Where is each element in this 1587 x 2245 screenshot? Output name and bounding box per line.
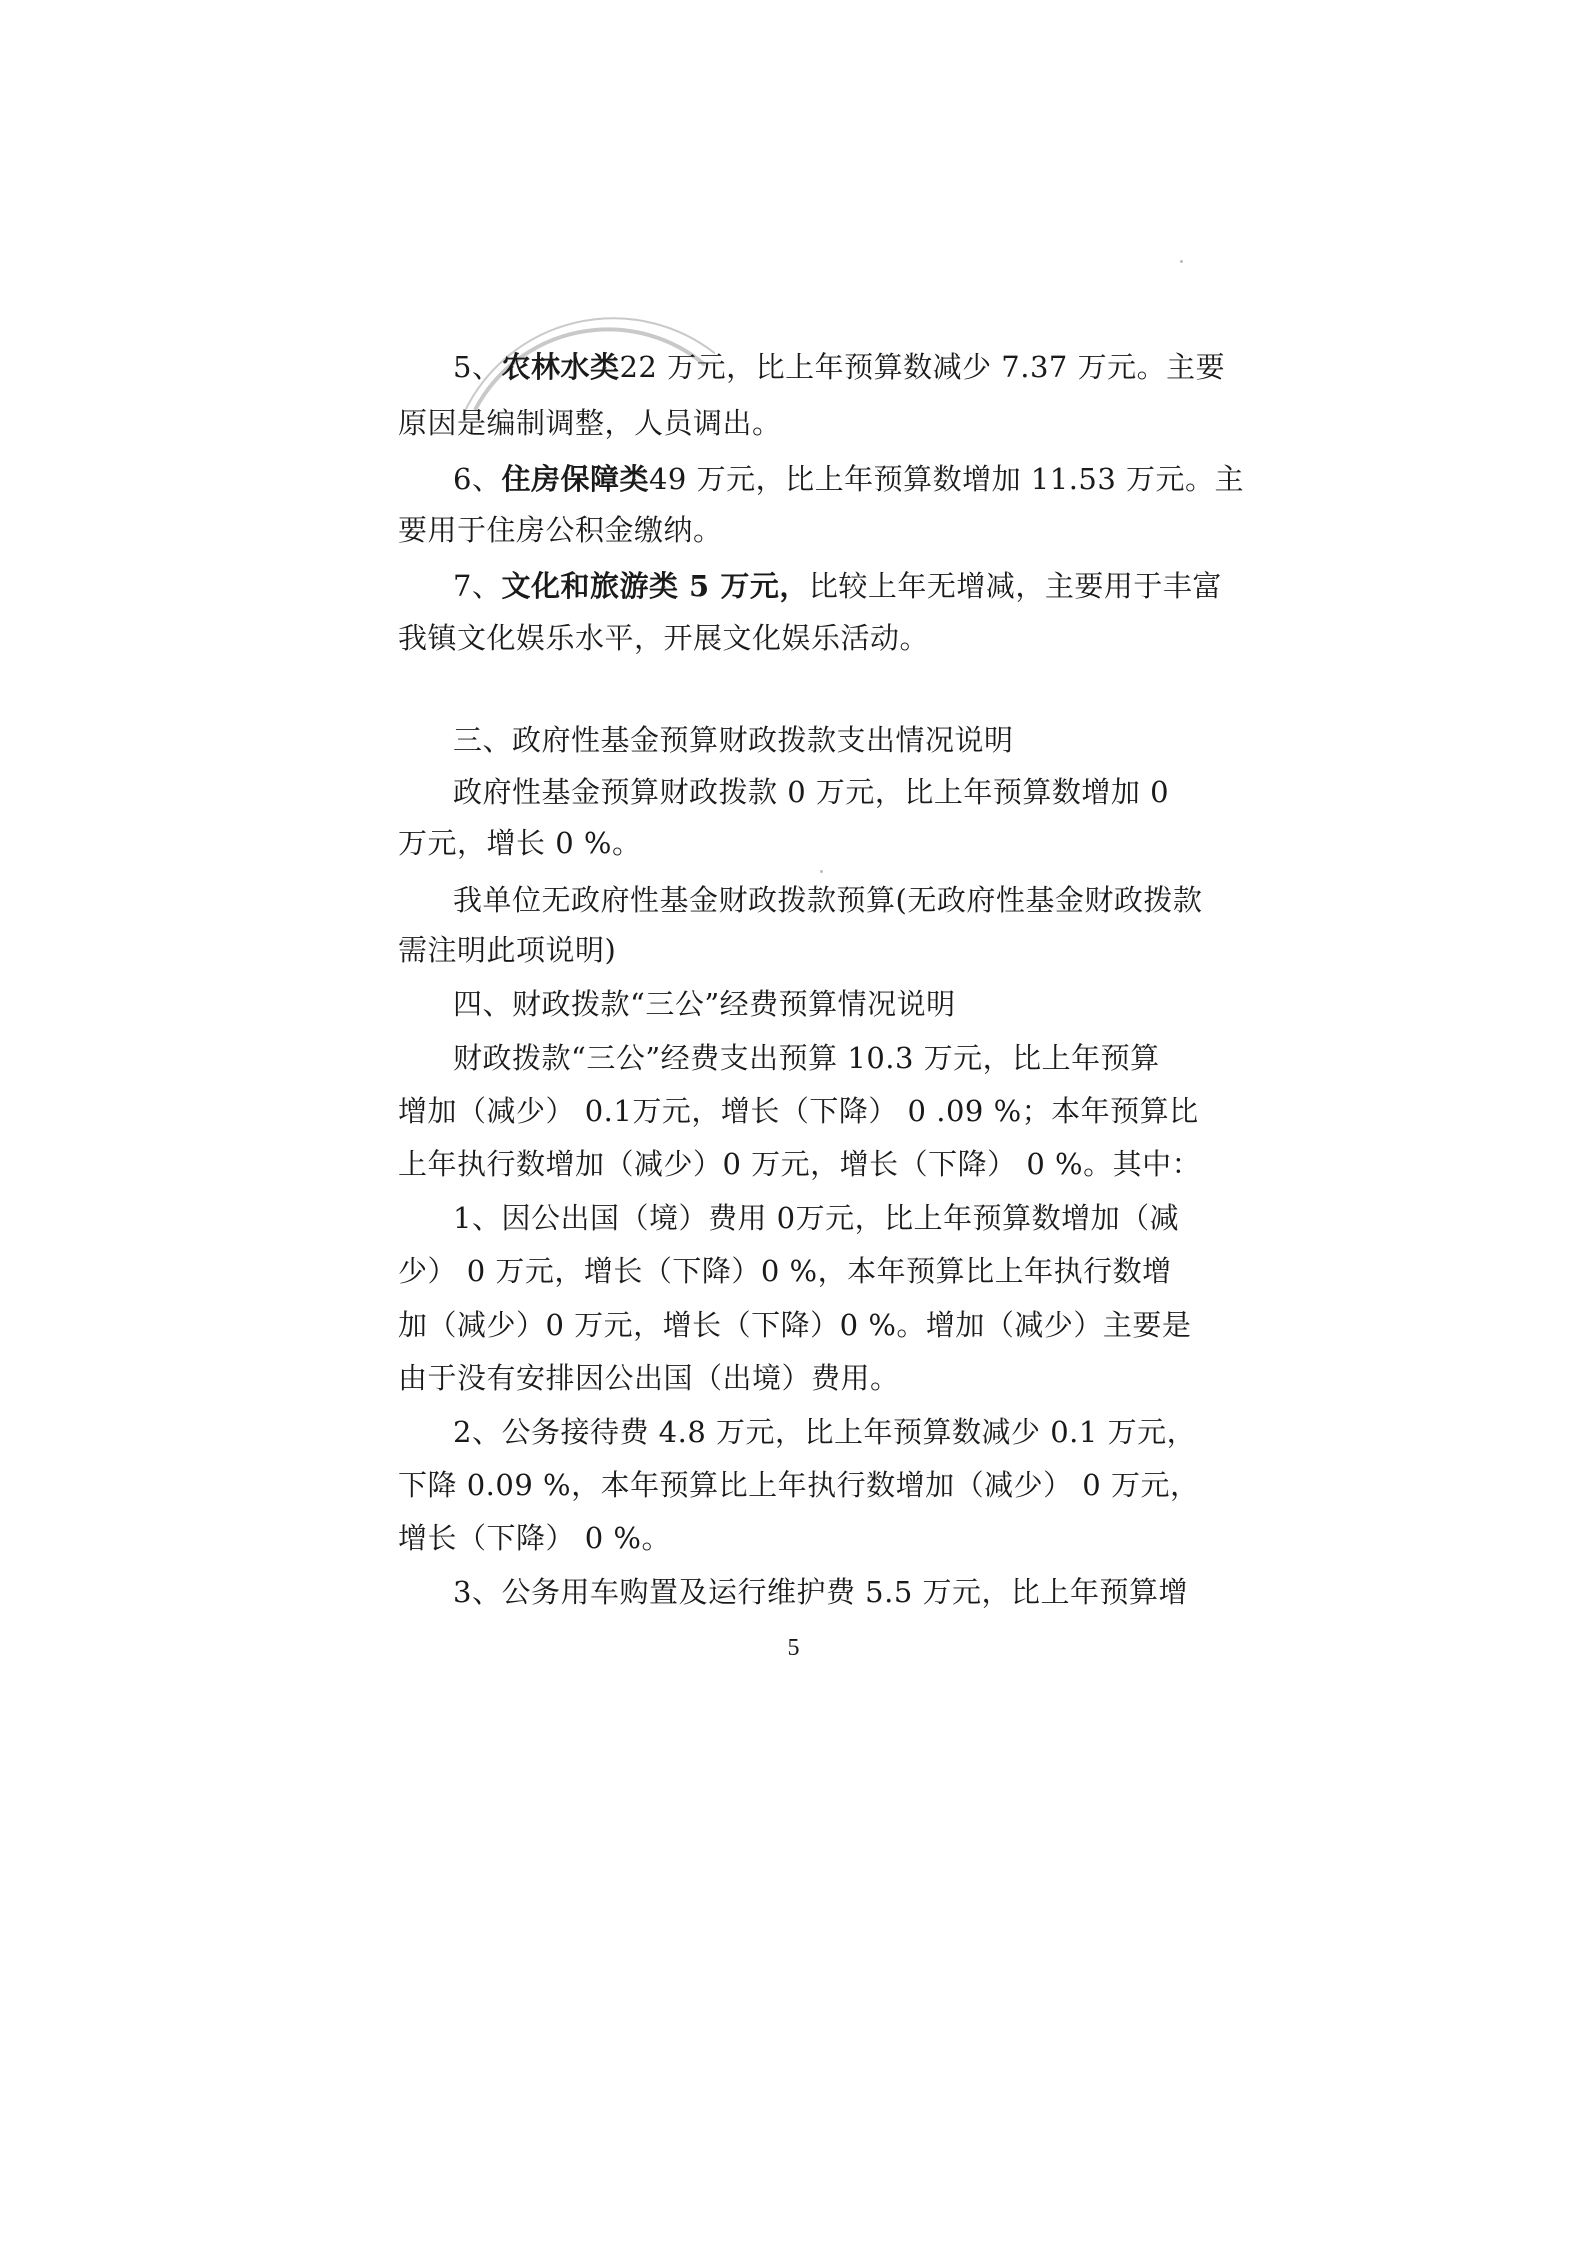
section-3-heading: 三、政府性基金预算财政拨款支出情况说明	[453, 723, 1014, 757]
paragraph-6-line-1: 6、住房保障类49 万元，比上年预算数增加 11.53 万元。主	[453, 462, 1245, 496]
item-2-line-3: 增长（下降） 0 %。	[398, 1521, 671, 1555]
item-1-line-2: 少） 0 万元，增长（下降）0 %，本年预算比上年执行数增	[398, 1254, 1172, 1288]
paragraph-7-line-1: 7、文化和旅游类 5 万元，比较上年无增减，主要用于丰富	[453, 569, 1222, 603]
item-1-line-3: 加（减少）0 万元，增长（下降）0 %。增加（减少）主要是	[398, 1308, 1192, 1342]
section-3-para-1-line-1: 政府性基金预算财政拨款 0 万元，比上年预算数增加 0	[453, 775, 1170, 809]
scan-speck	[820, 870, 823, 873]
paragraph-5-line-2: 原因是编制调整，人员调出。	[398, 406, 782, 440]
scan-speck	[1180, 260, 1183, 263]
paragraph-5-line-1: 5、农林水类22 万元，比上年预算数减少 7.37 万元。主要	[453, 350, 1226, 384]
section-4-heading: 四、财政拨款“三公”经费预算情况说明	[453, 987, 956, 1021]
item-2-line-2: 下降 0.09 %，本年预算比上年执行数增加（减少） 0 万元，	[398, 1468, 1200, 1502]
paragraph-7-line-2: 我镇文化娱乐水平，开展文化娱乐活动。	[398, 621, 930, 655]
section-4-intro-line-1: 财政拨款“三公”经费支出预算 10.3 万元，比上年预算	[453, 1041, 1160, 1075]
section-3-para-1-line-2: 万元，增长 0 %。	[398, 826, 642, 860]
paragraph-6-line-2: 要用于住房公积金缴纳。	[398, 513, 723, 547]
item-1-line-4: 由于没有安排因公出国（出境）费用。	[398, 1361, 900, 1395]
page-number: 5	[787, 1635, 800, 1661]
official-seal-stamp	[455, 245, 715, 415]
item-2-line-1: 2、公务接待费 4.8 万元，比上年预算数减少 0.1 万元，	[453, 1415, 1197, 1449]
section-4-intro-line-2: 增加（减少） 0.1万元，增长（下降） 0 .09 %；本年预算比	[398, 1094, 1199, 1128]
item-1-line-1: 1、因公出国（境）费用 0万元，比上年预算数增加（减	[453, 1201, 1180, 1235]
section-3-para-2-line-2: 需注明此项说明)	[398, 933, 617, 967]
section-4-intro-line-3: 上年执行数增加（减少）0 万元，增长（下降） 0 %。其中：	[398, 1147, 1202, 1181]
item-3-line-1: 3、公务用车购置及运行维护费 5.5 万元，比上年预算增	[453, 1575, 1189, 1609]
section-3-para-2-line-1: 我单位无政府性基金财政拨款预算(无政府性基金财政拨款	[453, 883, 1203, 917]
